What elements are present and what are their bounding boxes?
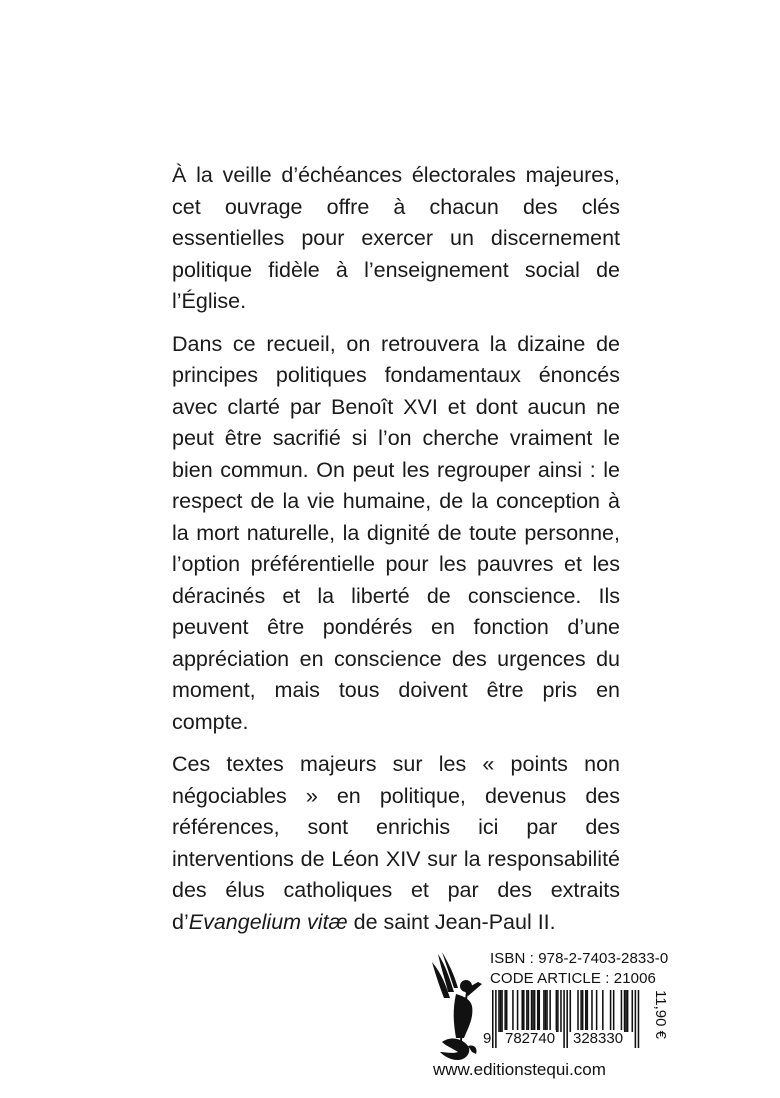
barcode-bar <box>610 990 612 1032</box>
barcode-bar <box>512 990 514 1032</box>
barcode-right-digits: 328330 <box>573 1030 624 1047</box>
barcode-bar <box>621 990 623 1032</box>
barcode-bar <box>531 990 533 1032</box>
barcode-bar <box>545 990 547 1032</box>
publisher-website: www.editionstequi.com <box>433 1060 606 1079</box>
barcode-bar <box>506 990 508 1032</box>
barcode-bar <box>625 990 627 1032</box>
barcode-bar <box>539 990 541 1032</box>
barcode-bar <box>521 990 523 1032</box>
barcode-bar <box>526 990 528 1032</box>
barcode <box>482 990 646 1050</box>
barcode-bar <box>577 990 579 1032</box>
barcode-bar <box>566 990 568 1048</box>
barcode-bar <box>585 990 587 1032</box>
blurb-paragraph-1: À la veille d’échéances électorales majeures, cet ouvrage offre à chacun des clés essentielles pour exercer un discernement politique fidèle à l’enseignement social de l’Église. <box>172 163 620 313</box>
barcode-bar <box>602 990 604 1032</box>
barcode-bar <box>587 990 589 1032</box>
code-article: CODE ARTICLE : 21006 <box>490 970 656 987</box>
blurb-paragraph-3-text: Ces textes majeurs sur les « points non négociables » en politique, devenus des références, sont enrichis ici par des interventions de Léon XIV sur la responsabilité des élus catholiques et par des extraits d’ <box>172 752 620 934</box>
barcode-bar <box>498 990 500 1032</box>
barcode-bar <box>635 990 637 1048</box>
blurb-paragraph-2: Dans ce recueil, on retrouvera la dizaine de principes politiques fondamentaux énoncés avec clarté par Benoît XVI et dont aucun ne peut être sacrifié si l’on cherche vraiment le bien commun. On peut les regrouper ainsi : le respect de la vie humaine, de la conception à la mort naturelle, la dignité de toute personne, l’option préférentielle pour les pauvres et les déracinés et la liberté de conscience. Ils peuvent être pondérés en fonction d’une appréciation en conscience des urgences du moment, mais tous doivent être pris en compte. <box>172 331 620 734</box>
isbn-number: ISBN : 978-2-7403-2833-0 <box>490 950 669 967</box>
barcode-bar <box>582 990 584 1032</box>
barcode-bar <box>517 990 519 1032</box>
back-cover-blurb <box>172 160 620 949</box>
barcode-bar <box>500 990 502 1032</box>
barcode-bar <box>557 990 559 1032</box>
barcode-bar <box>523 990 525 1032</box>
barcode-left-digits: 782740 <box>505 1030 556 1047</box>
barcode-bar <box>632 990 634 1032</box>
barcode-bar <box>624 990 626 1032</box>
barcode-bar <box>627 990 629 1032</box>
barcode-bar <box>543 990 545 1032</box>
price-text: 11,90 € <box>652 990 669 1039</box>
barcode-bar <box>549 990 551 1032</box>
barcode-bar <box>556 990 558 1032</box>
barcode-bar <box>546 990 548 1032</box>
blurb-paragraph-3-end: de saint Jean-Paul II. <box>347 909 556 934</box>
barcode-bar <box>613 990 615 1032</box>
barcode-bar <box>528 990 530 1032</box>
barcode-bar <box>560 990 562 1032</box>
price-label <box>653 990 671 1050</box>
barcode-bar <box>504 990 506 1032</box>
barcode-bar <box>534 990 536 1032</box>
barcode-bar <box>532 990 534 1032</box>
barcode-bar <box>563 990 565 1048</box>
barcode-bar <box>501 990 503 1032</box>
barcode-bar <box>495 990 497 1048</box>
barcode-bar <box>591 990 593 1032</box>
barcode-bar <box>570 990 572 1032</box>
publisher-block <box>420 948 669 1060</box>
barcode-first-digit: 9 <box>483 1030 492 1047</box>
barcode-bar <box>580 990 582 1032</box>
blurb-paragraph-3 <box>172 749 620 938</box>
barcode-bar <box>596 990 598 1032</box>
barcode-bar <box>537 990 539 1032</box>
blurb-book-title: Evangelium vitæ <box>188 909 348 934</box>
barcode-bar <box>638 990 640 1048</box>
